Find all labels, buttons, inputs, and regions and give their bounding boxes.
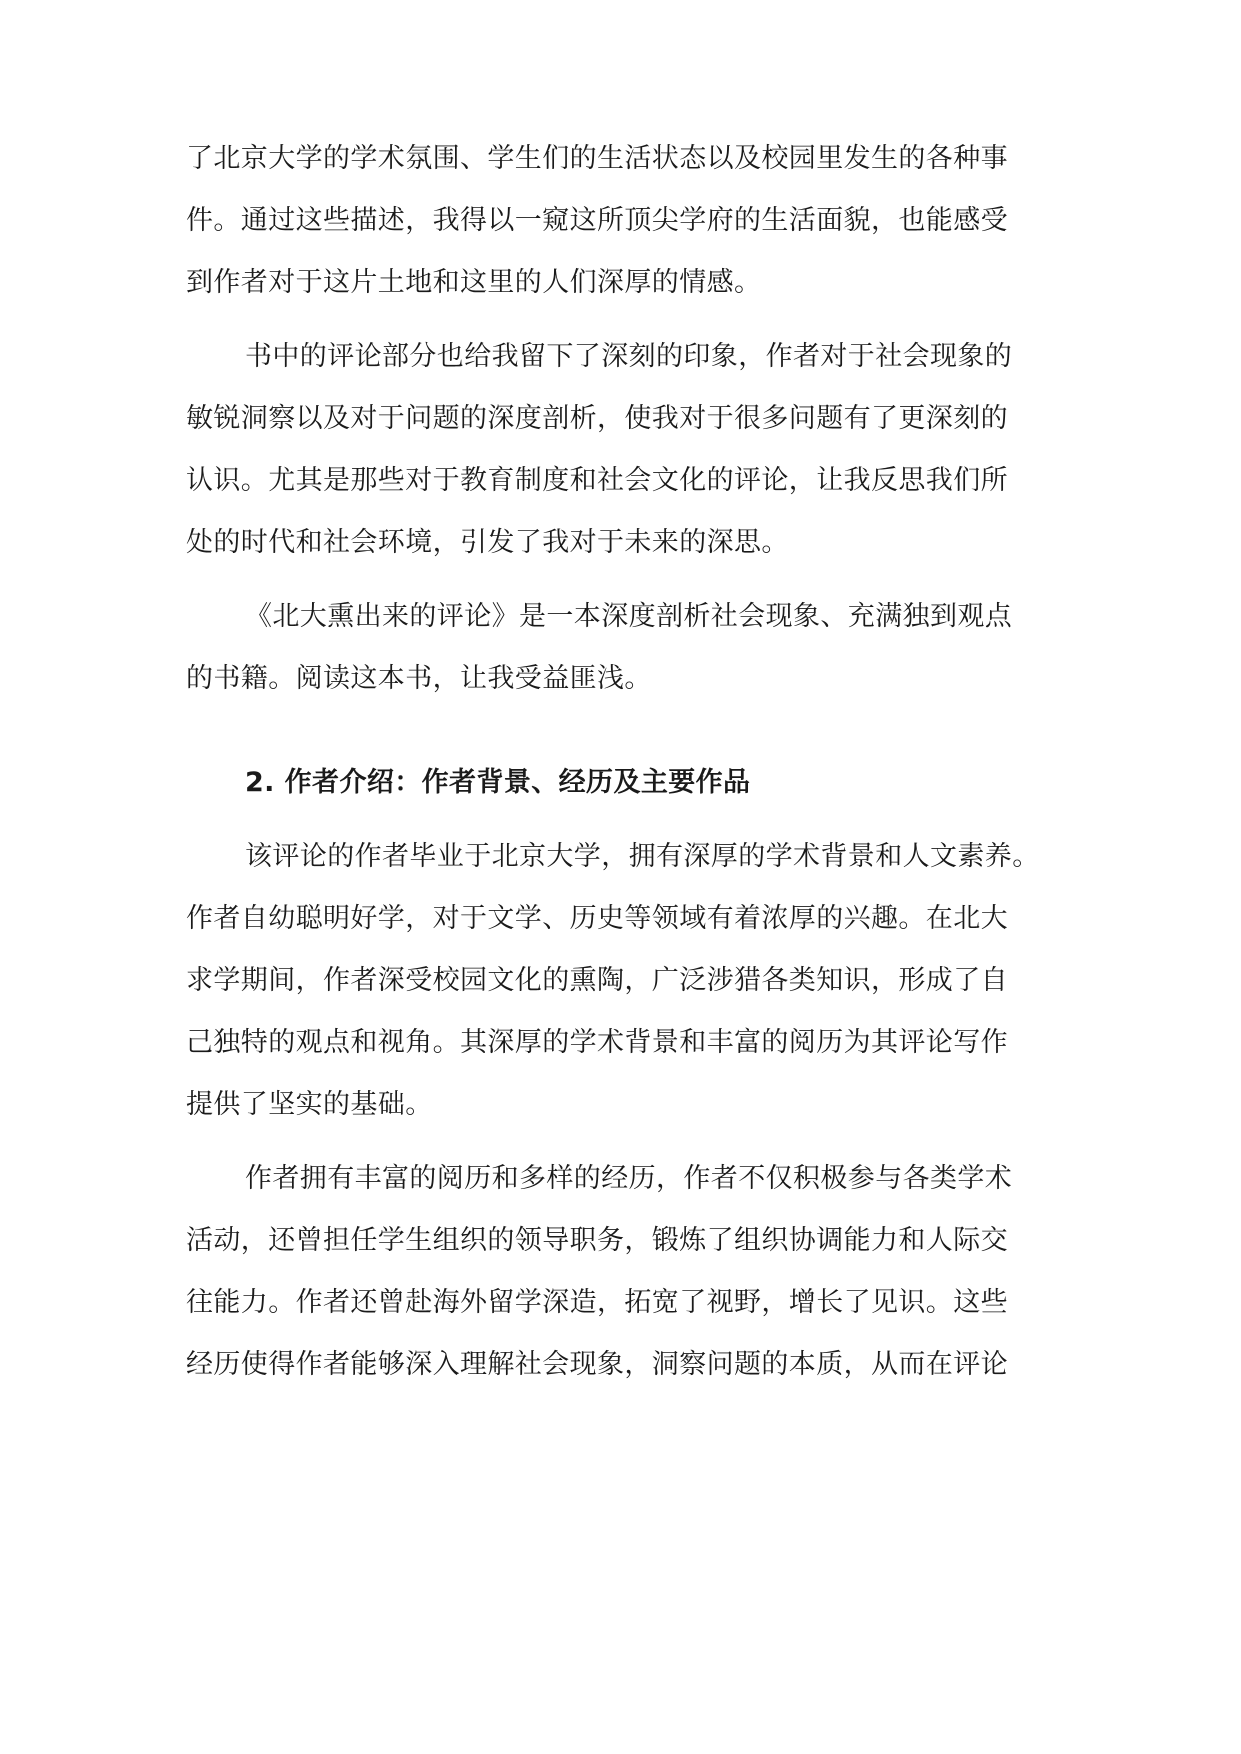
paragraph-line: 到作者对于这片土地和这里的人们深厚的情感。 [186, 267, 762, 298]
section-heading: 2. 作者介绍：作者背景、经历及主要作品 [245, 767, 751, 798]
paragraph-line: 处的时代和社会环境，引发了我对于未来的深思。 [186, 527, 789, 558]
paragraph-line: 经历使得作者能够深入理解社会现象，洞察问题的本质，从而在评论 [186, 1349, 1008, 1380]
paragraph-line: 作者拥有丰富的阅历和多样的经历，作者不仅积极参与各类学术 [245, 1163, 1013, 1194]
paragraph-line: 了北京大学的学术氛围、学生们的生活状态以及校园里发生的各种事 [186, 143, 1008, 174]
paragraph-line: 活动，还曾担任学生组织的领导职务，锻炼了组织协调能力和人际交 [186, 1225, 1008, 1256]
paragraph-line: 提供了坚实的基础。 [186, 1089, 433, 1120]
paragraph-line: 往能力。作者还曾赴海外留学深造，拓宽了视野，增长了见识。这些 [186, 1287, 1008, 1318]
paragraph-line: 己独特的观点和视角。其深厚的学术背景和丰富的阅历为其评论写作 [186, 1027, 1008, 1058]
paragraph-line: 书中的评论部分也给我留下了深刻的印象，作者对于社会现象的 [245, 341, 1013, 372]
paragraph-line: 件。通过这些描述，我得以一窥这所顶尖学府的生活面貌，也能感受 [186, 205, 1008, 236]
paragraph-line: 敏锐洞察以及对于问题的深度剖析，使我对于很多问题有了更深刻的 [186, 403, 1008, 434]
paragraph-line: 的书籍。阅读这本书，让我受益匪浅。 [186, 663, 652, 694]
paragraph-line: 求学期间，作者深受校园文化的熏陶，广泛涉猎各类知识，形成了自 [186, 965, 1008, 996]
paragraph-line: 作者自幼聪明好学，对于文学、历史等领域有着浓厚的兴趣。在北大 [186, 903, 1008, 934]
paragraph-line: 该评论的作者毕业于北京大学，拥有深厚的学术背景和人文素养。 [245, 841, 1040, 872]
paragraph-line: 《北大熏出来的评论》是一本深度剖析社会现象、充满独到观点 [245, 601, 1013, 632]
paragraph-line: 认识。尤其是那些对于教育制度和社会文化的评论，让我反思我们所 [186, 465, 1008, 496]
